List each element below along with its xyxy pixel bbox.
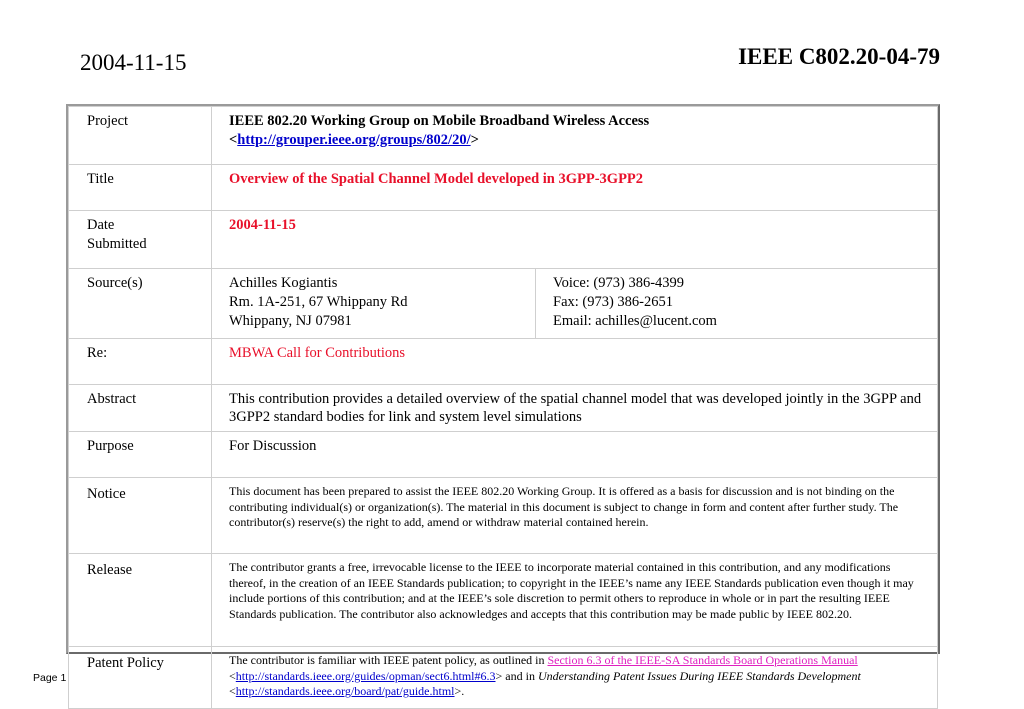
patent-sect6-link[interactable]: http://standards.ieee.org/guides/opman/sect6.html#6.3 (235, 668, 496, 683)
purpose-value: For Discussion (212, 432, 938, 478)
re-label: Re: (69, 339, 212, 385)
title-label: Title (69, 165, 212, 211)
patent-close3: >. (454, 684, 465, 699)
notice-value: This document has been prepared to assist the IEEE 802.20 Working Group. It is offered as a basis for discussion and is not binding on the contributing individual(s) or organization(s). The material in this document is subject to change in form and content after further study. The contributor(s) reserve(s) the right to add, amend or withdraw material contained herein. (212, 478, 938, 554)
row-source (69, 269, 938, 339)
cover-table-frame (66, 104, 940, 699)
row-title (69, 165, 938, 211)
project-line2 (229, 131, 925, 150)
patent-open3: < (229, 684, 236, 699)
abstract-label: Abstract (69, 385, 212, 432)
re-value: MBWA Call for Contributions (212, 339, 938, 385)
source-address: Rm. 1A-251, 67 Whippany Rd (229, 294, 408, 310)
patent-text1: The contributor is familiar with IEEE patent policy, as outlined in (229, 653, 548, 667)
date-label (69, 211, 212, 269)
header-doc-number: IEEE C802.20-04-79 (738, 44, 940, 69)
row-notice (69, 478, 938, 554)
source-left (212, 269, 536, 338)
page-number: Page 1 (33, 672, 67, 684)
row-project (69, 107, 938, 165)
release-label: Release (69, 554, 212, 647)
header-date: 2004-11-15 (80, 50, 187, 75)
source-name: Achilles Kogiantis (229, 275, 338, 291)
purpose-label: Purpose (69, 432, 212, 478)
row-release (69, 554, 938, 647)
row-purpose (69, 432, 938, 478)
date-label-line2: Submitted (87, 236, 147, 252)
patent-value (212, 647, 938, 709)
patent-label: Patent Policy (69, 647, 212, 709)
date-value: 2004-11-15 (212, 211, 938, 269)
source-fax: Fax: (973) 386-2651 (553, 294, 674, 310)
patent-text2: > and in (495, 668, 538, 683)
patent-guide-title: Understanding Patent Issues During IEEE Standards Development (537, 668, 861, 683)
source-right (536, 269, 717, 338)
source-value (212, 269, 938, 339)
row-date (69, 211, 938, 269)
project-link-open: < (229, 132, 238, 148)
title-value: Overview of the Spatial Channel Model developed in 3GPP-3GPP2 (212, 165, 938, 211)
project-line1: IEEE 802.20 Working Group on Mobile Broadband Wireless Access (229, 113, 650, 129)
release-value: The contributor grants a free, irrevocable license to the IEEE to incorporate material contained in this contribution, and any modifications thereof, in the creation of an IEEE Standards publication; to copyright in the IEEE’s name any IEEE Standards publication even though it may include portions of this contribution; and at the IEEE’s sole discretion to permit others to reproduce in whole or in part the resulting IEEE Standards publication. The contributor also acknowledges and accepts that this contribution may be made public by IEEE 802.20. (212, 554, 938, 647)
row-abstract (69, 385, 938, 432)
project-link[interactable]: http://grouper.ieee.org/groups/802/20/ (237, 132, 471, 148)
cover-table (68, 106, 938, 709)
patent-open2: < (229, 668, 236, 683)
abstract-value: This contribution provides a detailed overview of the spatial channel model that was developed jointly in the 3GPP and 3GPP2 standard bodies for link and system level simulations (212, 385, 938, 432)
row-re (69, 339, 938, 385)
date-label-line1: Date (87, 217, 115, 233)
patent-guide-link[interactable]: http://standards.ieee.org/board/pat/guide.html (235, 684, 455, 699)
project-label: Project (69, 107, 212, 165)
source-email: Email: achilles@lucent.com (553, 313, 717, 329)
project-value (212, 107, 938, 165)
source-voice: Voice: (973) 386-4399 (553, 275, 685, 291)
project-link-close: > (470, 132, 479, 148)
source-city: Whippany, NJ 07981 (229, 313, 352, 329)
patent-opman-link[interactable]: Section 6.3 of the IEEE-SA Standards Board Operations Manual (547, 653, 858, 667)
notice-label: Notice (69, 478, 212, 554)
row-patent (69, 647, 938, 709)
source-label: Source(s) (69, 269, 212, 339)
